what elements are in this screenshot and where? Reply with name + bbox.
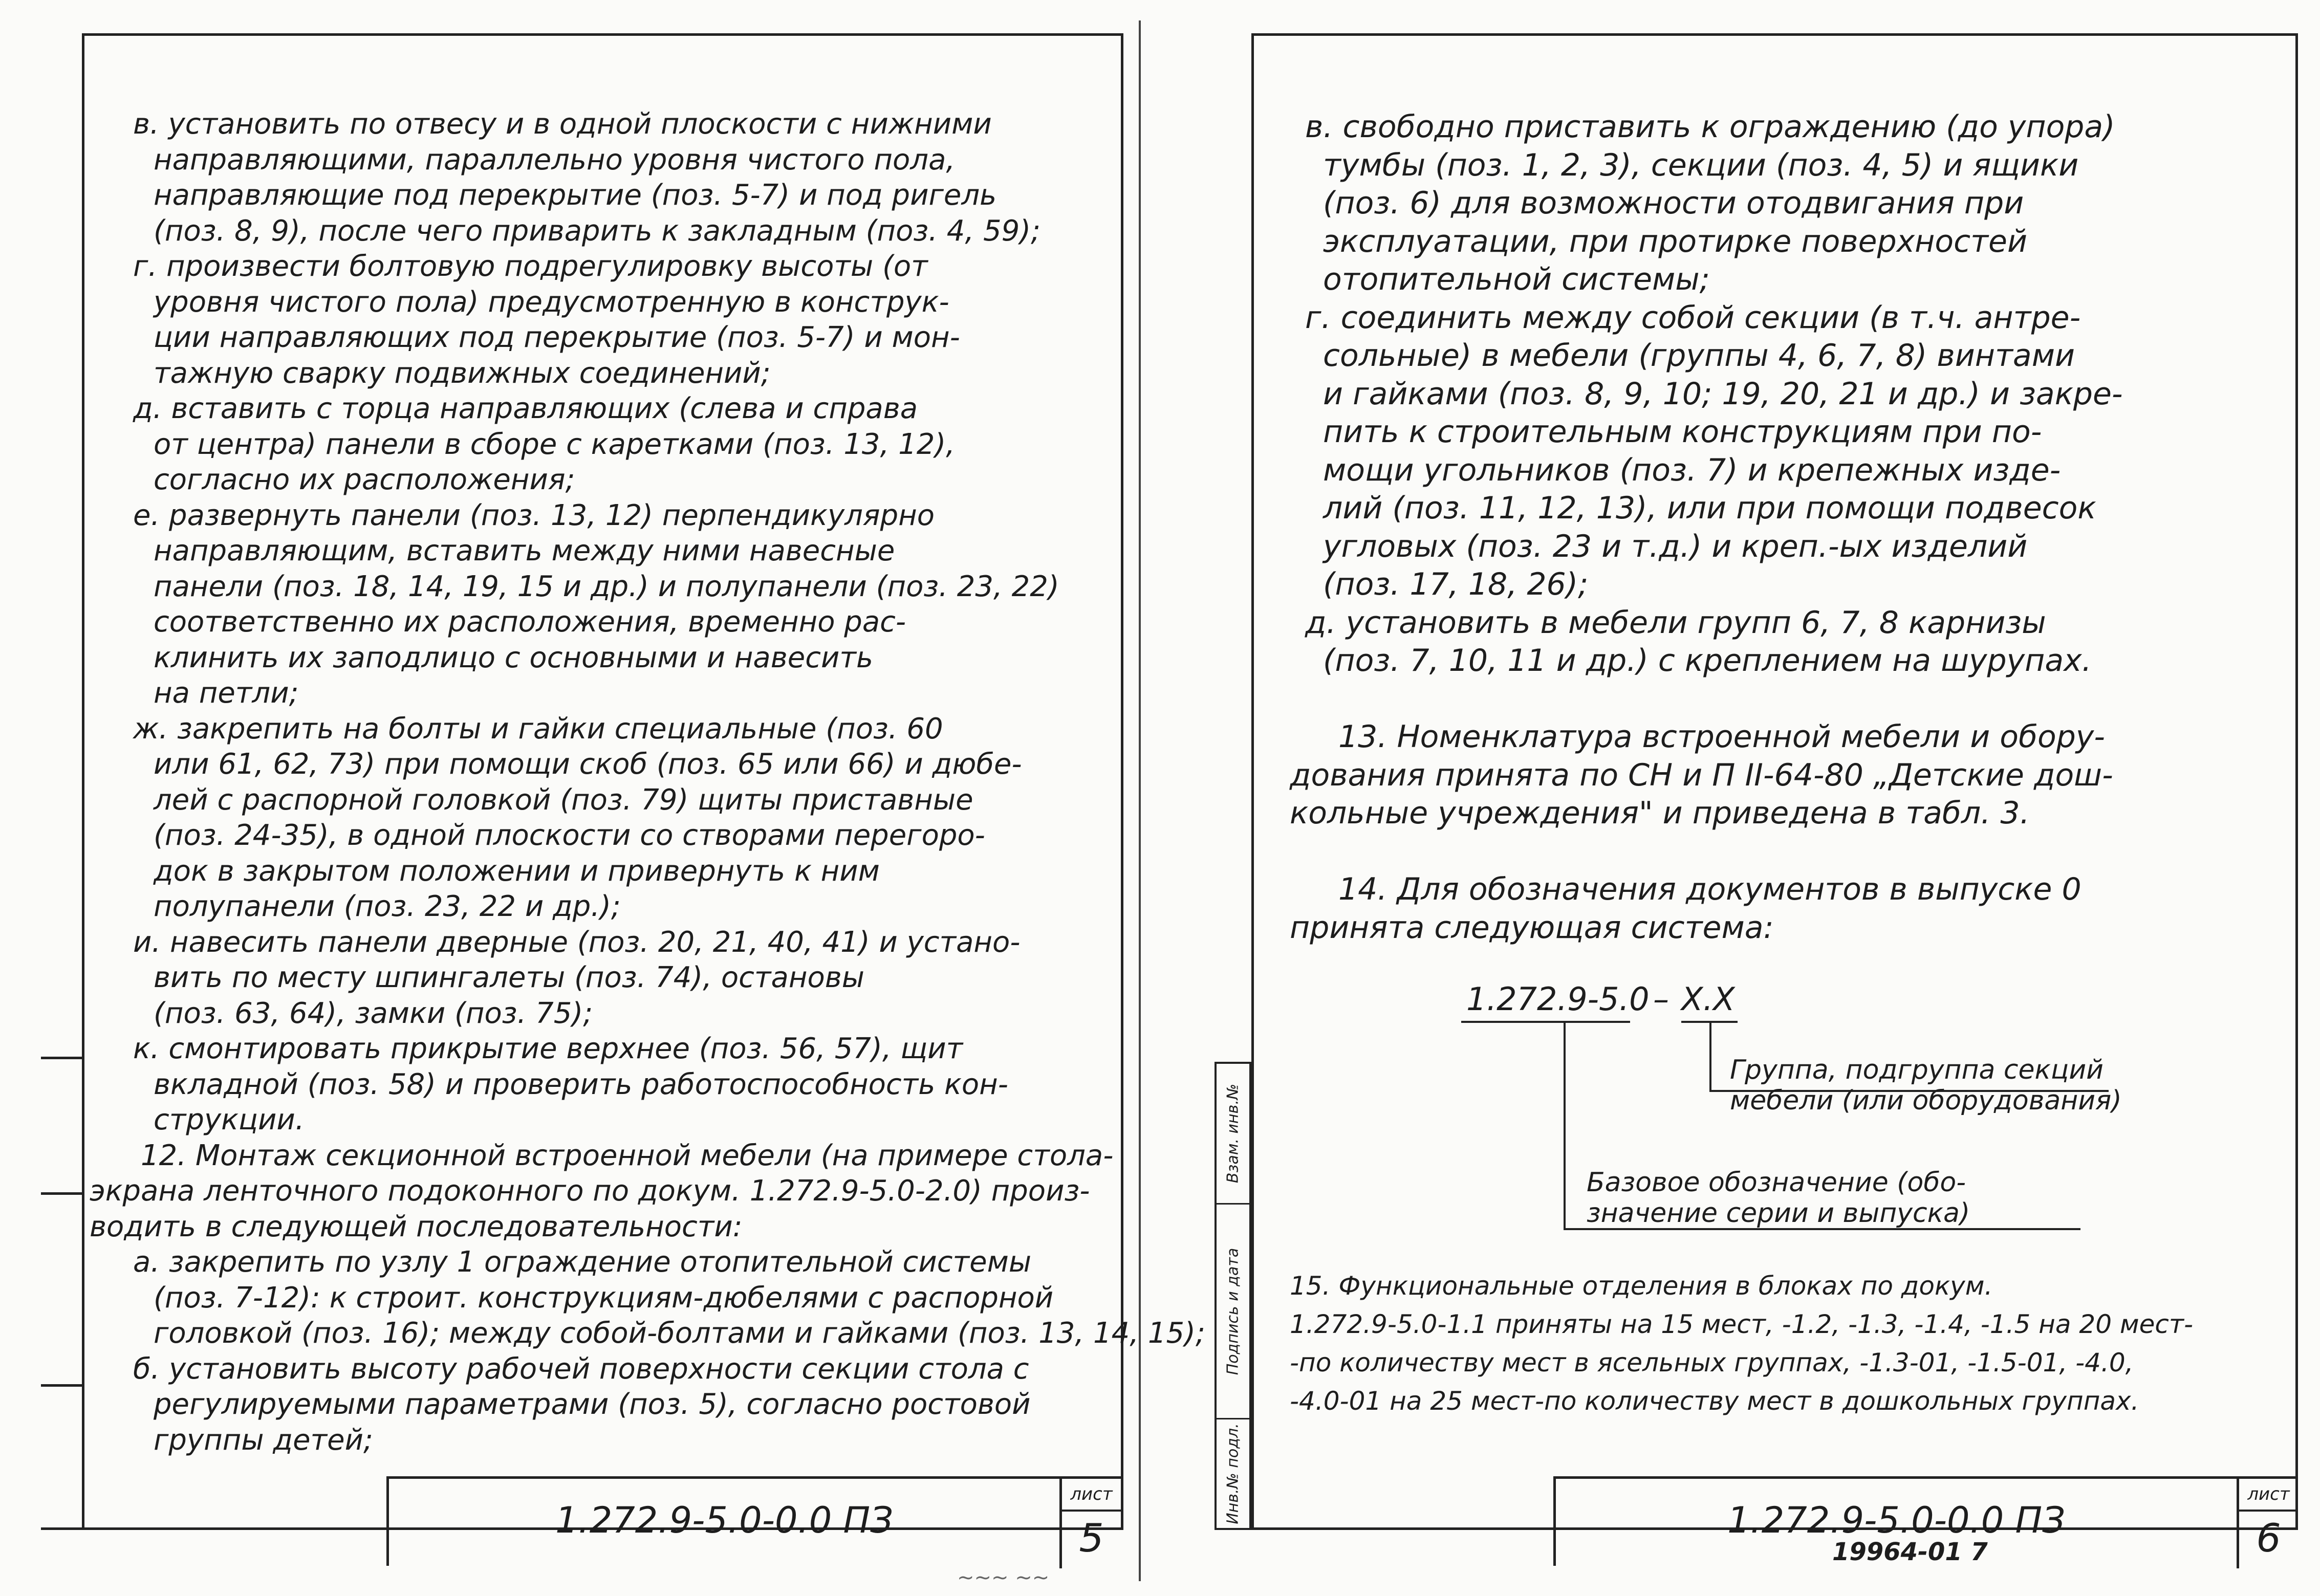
text-line: 14. Для обозначения документов в выпуске 0 xyxy=(1338,871,2082,907)
label-group-line-1: Группа, подгруппа секций xyxy=(1730,1055,2104,1085)
margin-tick xyxy=(41,1057,82,1059)
stamp-cell-replacement xyxy=(1217,1064,1249,1205)
sheet-number-box xyxy=(2237,1479,2298,1568)
diagram-dash: – xyxy=(1653,980,1669,1018)
stamp-label-signature: Подпись и дата xyxy=(1224,1248,1242,1375)
text-line: а. закрепить по узлу 1 ограждение отопительной системы xyxy=(133,1245,1032,1279)
sheet-number: 5 xyxy=(1079,1515,1104,1561)
stamp-cell-inventory xyxy=(1217,1419,1249,1528)
sheet-number-box xyxy=(1059,1479,1121,1568)
text-line: ции направляющих под перекрытие (поз. 5-7) и мон- xyxy=(154,321,960,354)
stamp-cell-signature xyxy=(1217,1205,1249,1419)
text-line: полупанели (поз. 23, 22 и др.); xyxy=(154,890,621,923)
text-line: к. смонтировать прикрытие верхнее (поз. 56, 57), щит xyxy=(133,1032,963,1065)
text-line: (поз. 7-12): к строит. конструкциям-дюбелями с распорной xyxy=(154,1281,1054,1315)
right-footer-number: 19964-01 7 xyxy=(1832,1538,1988,1566)
text-line: на петли; xyxy=(154,676,299,710)
diagram-code-suffix: X.X xyxy=(1681,980,1735,1018)
text-line: (поз. 8, 9), после чего приварить к закладным (поз. 4, 59); xyxy=(154,214,1040,248)
text-line: вкладной (поз. 58) и проверить работоспособность кон- xyxy=(154,1067,1008,1101)
left-footer-scribble: ~~~ ~~ xyxy=(957,1566,1050,1589)
text-line: 15. Функциональные отделения в блоках по докум. xyxy=(1290,1271,1993,1301)
text-line: б. установить высоту рабочей поверхности секции стола с xyxy=(133,1352,1029,1386)
text-line: в. установить по отвесу и в одной плоскости с нижними xyxy=(133,107,992,141)
text-line: (поз. 6) для возможности отодвигания при xyxy=(1323,185,2024,221)
text-line: и. навесить панели дверные (поз. 20, 21, 40, 41) и устано- xyxy=(133,925,1021,959)
label-base-line-2: значение серии и выпуска) xyxy=(1587,1198,1970,1229)
text-line: направляющими, параллельно уровня чистого пола, xyxy=(154,143,956,177)
text-line: д. установить в мебели групп 6, 7, 8 карнизы xyxy=(1305,604,2046,641)
text-line: или 61, 62, 73) при помощи скоб (поз. 65 или 66) и дюбе- xyxy=(154,748,1022,781)
text-line: (поз. 63, 64), замки (поз. 75); xyxy=(154,996,593,1030)
text-line: согласно их расположения; xyxy=(154,463,575,496)
text-line: пить к строительным конструкциям при по- xyxy=(1323,414,2042,450)
text-line: г. соединить между собой секции (в т.ч. антре- xyxy=(1305,299,2081,336)
text-line: регулируемыми параметрами (поз. 5), согласно ростовой xyxy=(154,1388,1031,1421)
text-line: отопительной системы; xyxy=(1323,261,1710,297)
margin-tick xyxy=(41,1527,82,1530)
text-line: -по количеству мест в ясельных группах, -1.3-01, -1.5-01, -4.0, xyxy=(1290,1348,2134,1378)
label-group-line-2: мебели (или оборудования) xyxy=(1730,1085,2122,1116)
diagram-code-base: 1.272.9-5.0 xyxy=(1466,980,1650,1018)
title-block-code: 1.272.9-5.0-0.0 ПЗ xyxy=(555,1499,894,1541)
text-line: док в закрытом положении и привернуть к ним xyxy=(154,854,880,888)
text-line: вить по месту шпингалеты (поз. 74), остановы xyxy=(154,961,864,994)
text-line: принята следующая система: xyxy=(1290,909,1774,946)
underline-base xyxy=(1461,1021,1630,1023)
left-sheet xyxy=(82,33,1205,1561)
text-line: 12. Монтаж секционной встроенной мебели (на примере стола- xyxy=(141,1139,1114,1172)
text-line: уровня чистого пола) предусмотренную в конструк- xyxy=(154,285,949,319)
text-line: лий (поз. 11, 12, 13), или при помощи подвесок xyxy=(1323,490,2096,526)
text-line: сольные) в мебели (группы 4, 6, 7, 8) винтами xyxy=(1323,338,2075,374)
text-line: клинить их заподлицо с основными и навесить xyxy=(154,641,874,674)
sheet-label: лист xyxy=(1062,1479,1121,1512)
text-line: е. развернуть панели (поз. 13, 12) перпендикулярно xyxy=(133,498,935,532)
text-line: -4.0-01 на 25 мест-по количеству мест в дошкольных группах. xyxy=(1290,1386,2139,1416)
margin-tick xyxy=(41,1192,82,1195)
text-line: эксплуатации, при протирке поверхностей xyxy=(1323,223,2027,259)
text-line: головкой (поз. 16); между собой-болтами и гайками (поз. 13, 14, 15); xyxy=(154,1317,1205,1350)
text-line: в. свободно приставить к ограждению (до упора) xyxy=(1305,109,2115,145)
text-line: панели (поз. 18, 14, 19, 15 и др.) и полупанели (поз. 23, 22) xyxy=(154,570,1059,603)
text-line: угловых (поз. 23 и т.д.) и креп.-ых изделий xyxy=(1323,528,2028,564)
sheet-label: лист xyxy=(2239,1479,2298,1512)
text-line: соответственно их расположения, временно рас- xyxy=(154,605,906,639)
text-line: 1.272.9-5.0-1.1 приняты на 15 мест, -1.2, -1.3, -1.4, -1.5 на 20 мест- xyxy=(1290,1309,2194,1339)
stamp-label-replacement: Взам. инв.№ xyxy=(1224,1083,1242,1184)
text-line: лей с распорной головкой (поз. 79) щиты приставные xyxy=(154,783,973,817)
text-line: струкции. xyxy=(154,1103,305,1136)
text-line: д. вставить с торца направляющих (слева и справа xyxy=(133,392,918,425)
text-line: 13. Номенклатура встроенной мебели и обору- xyxy=(1338,719,2105,755)
text-line: направляющим, вставить между ними навесные xyxy=(154,534,895,567)
left-title-block xyxy=(386,1476,1121,1566)
margin-tick xyxy=(41,1384,82,1387)
text-line: кольные учреждения" и приведена в табл. 3. xyxy=(1290,795,2030,831)
text-line: водить в следующей последовательности: xyxy=(90,1210,743,1243)
leader-suffix-vertical xyxy=(1709,1023,1711,1092)
label-base-line-1: Базовое обозначение (обо- xyxy=(1587,1167,1966,1198)
text-line: мощи угольников (поз. 7) и крепежных изде- xyxy=(1323,452,2061,488)
text-line: тажную сварку подвижных соединений; xyxy=(154,356,771,390)
stamp-strip xyxy=(1215,1062,1251,1530)
text-line: г. произвести болтовую подрегулировку высоты (от xyxy=(133,250,928,283)
title-block-code: 1.272.9-5.0-0.0 ПЗ xyxy=(1727,1499,2066,1541)
text-line: (поз. 17, 18, 26); xyxy=(1323,566,1589,602)
text-line: экрана ленточного подоконного по докум. 1.272.9-5.0-2.0) произ- xyxy=(90,1174,1090,1208)
text-line: направляющие под перекрытие (поз. 5-7) и под ригель xyxy=(154,179,997,212)
sheet-number: 6 xyxy=(2256,1515,2281,1561)
text-line: (поз. 7, 10, 11 и др.) с креплением на шурупах. xyxy=(1323,643,2092,679)
text-line: группы детей; xyxy=(154,1423,373,1457)
text-line: (поз. 24-35), в одной плоскости со створами перегоро- xyxy=(154,819,985,852)
text-line: ж. закрепить на болты и гайки специальные (поз. 60 xyxy=(133,712,943,746)
text-line: от центра) панели в сборе с каретками (поз. 13, 12), xyxy=(154,427,955,461)
text-line: тумбы (поз. 1, 2, 3), секции (поз. 4, 5) и ящики xyxy=(1323,147,2079,183)
text-line: дования принята по СН и П II-64-80 „Детские дош- xyxy=(1290,757,2113,793)
leader-base-vertical xyxy=(1564,1023,1566,1230)
stamp-label-inventory: Инв.№ подл. xyxy=(1224,1423,1242,1524)
text-line: и гайками (поз. 8, 9, 10; 19, 20, 21 и др.) и закре- xyxy=(1323,376,2123,412)
